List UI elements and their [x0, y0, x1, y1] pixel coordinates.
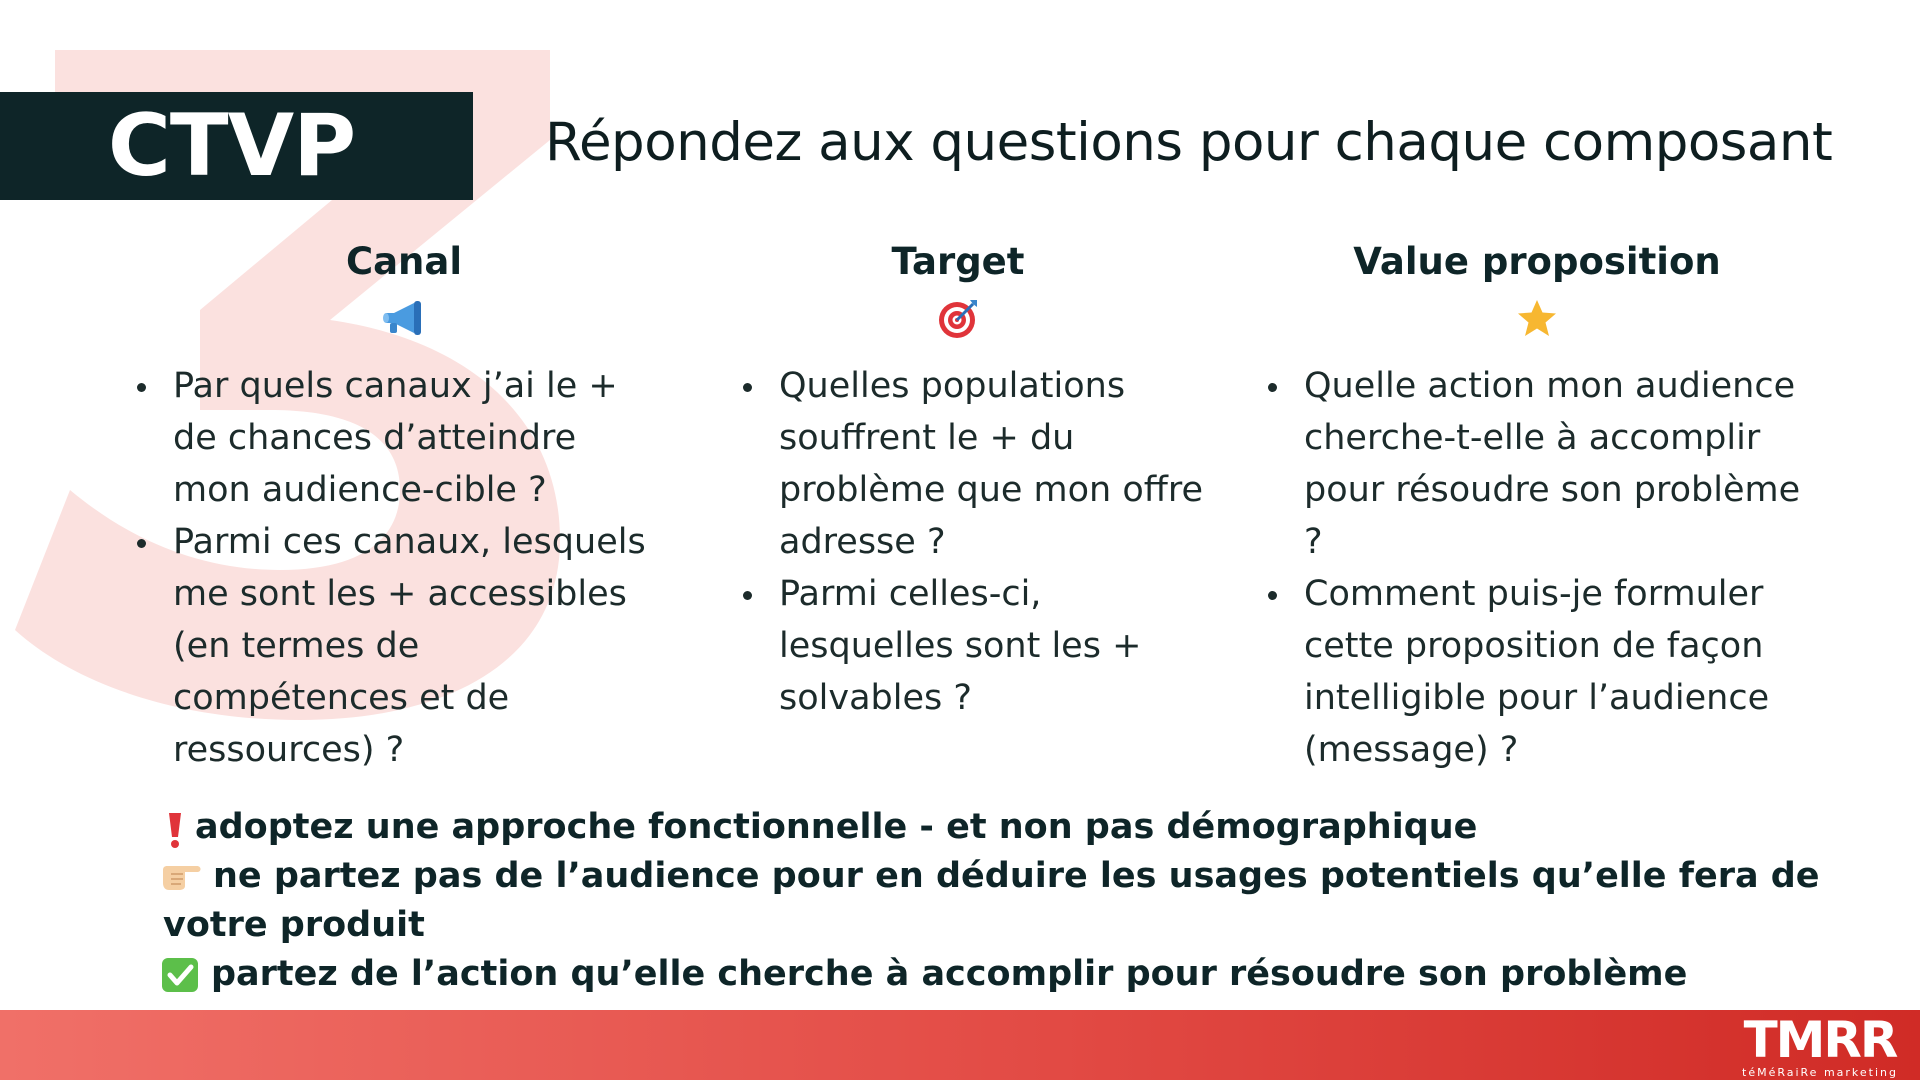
bullet-list-target	[743, 360, 1223, 724]
title-text: CTVP	[107, 96, 356, 196]
notes-section	[165, 803, 1885, 999]
column-value-proposition	[1337, 240, 1737, 338]
logo-wordmark: TMRR	[1743, 1011, 1897, 1069]
note-item	[161, 950, 1885, 999]
list-item: Quelle action mon audience cherche-t-elle à accomplir pour résoudre son problème ?	[1268, 360, 1828, 568]
list-item: Quelles populations souffrent le + du problème que mon offre adresse ?	[743, 360, 1223, 568]
note-item	[165, 803, 1885, 852]
column-target	[758, 240, 1158, 340]
brand-logo	[1730, 1010, 1910, 1080]
list-item: Parmi celles-ci, lesquelles sont les + solvables ?	[743, 568, 1223, 724]
note-item	[161, 852, 1885, 950]
exclamation-icon	[165, 811, 185, 849]
logo-tagline: téMéRaiRe marketing	[1742, 1066, 1898, 1079]
column-heading-target: Target	[891, 240, 1025, 283]
bullet-list-value-proposition	[1268, 360, 1828, 776]
megaphone-icon	[382, 298, 426, 338]
list-item: Par quels canaux j’ai le + de chances d’atteindre mon audience-cible ?	[137, 360, 657, 516]
note-text: ne partez pas de l’audience pour en déduire les usages potentiels qu’elle fera de votre produit	[163, 856, 1820, 945]
list-item: Parmi ces canaux, lesquels me sont les + accessibles (en termes de compétences et de ressources) ?	[137, 516, 657, 776]
bullet-list-canal	[137, 360, 657, 776]
column-heading-canal: Canal	[345, 240, 463, 283]
column-canal	[204, 240, 604, 338]
star-icon	[1516, 298, 1558, 338]
page-subtitle: Répondez aux questions pour chaque composant	[545, 112, 1833, 173]
check-mark-icon	[161, 958, 201, 994]
note-text: adoptez une approche fonctionnelle - et non pas démographique	[195, 807, 1478, 847]
target-icon	[937, 298, 979, 340]
footer-bar	[0, 1010, 1920, 1080]
column-heading-value-proposition: Value proposition	[1353, 240, 1721, 283]
list-item: Comment puis-je formuler cette proposition de façon intelligible pour l’audience (message) ?	[1268, 568, 1828, 776]
note-text: partez de l’action qu’elle cherche à accomplir pour résoudre son problème	[211, 954, 1688, 994]
title-badge	[0, 92, 473, 200]
